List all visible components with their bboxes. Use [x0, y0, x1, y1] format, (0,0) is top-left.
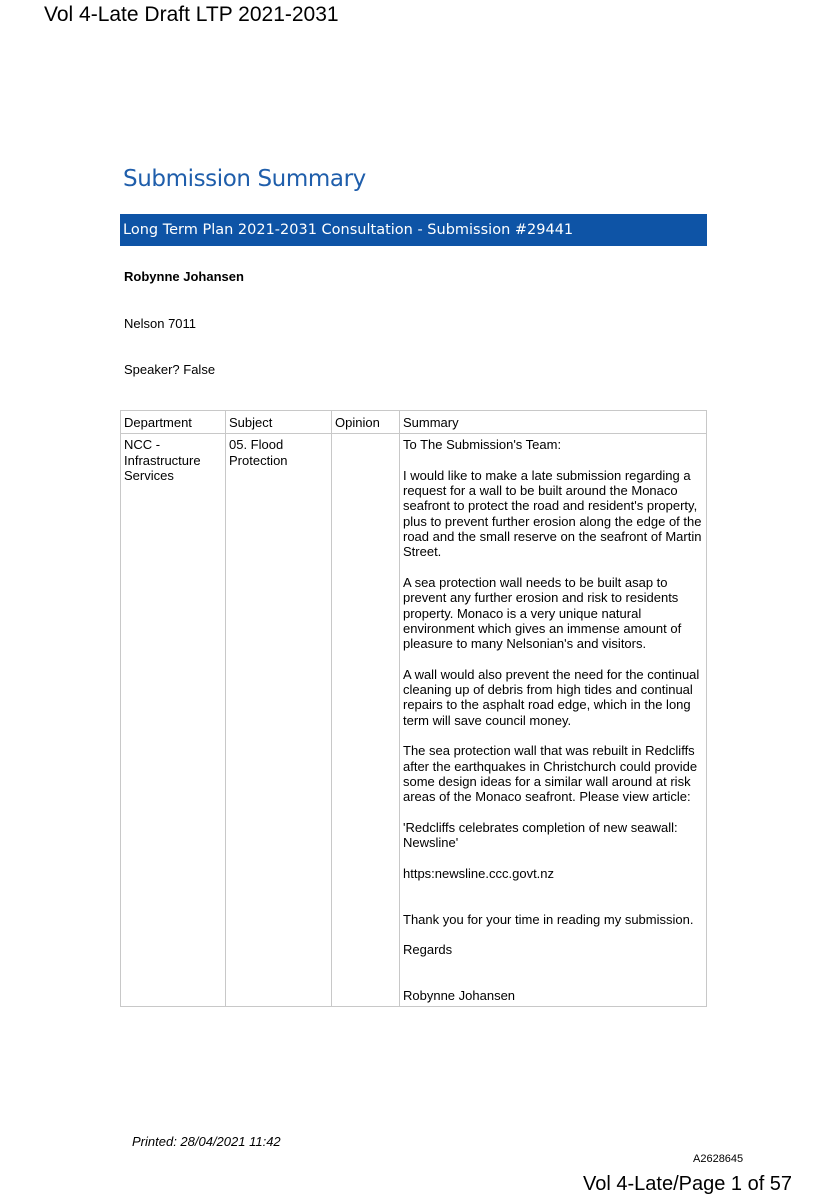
- summary-paragraph: A wall would also prevent the need for the continual cleaning up of debris from high tides and continual repairs to the asphalt road edge, which in the long term will save council money.: [403, 666, 700, 728]
- page-title: Submission Summary: [123, 166, 366, 192]
- summary-greeting: To The Submission's Team:: [403, 437, 562, 453]
- summary-paragraph: A sea protection wall needs to be built asap to prevent any further erosion and risk to residents property. Monaco is a very unique natural environment which gives an immense amount of pleasure to many Nelsonian's and visitors.: [403, 574, 682, 652]
- summary-thanks: Thank you for your time in reading my submission.: [403, 911, 694, 927]
- page-number: Vol 4-Late/Page 1 of 57: [583, 1173, 793, 1195]
- summary-regards: Regards: [403, 942, 453, 958]
- summary-paragraph: I would like to make a late submission regarding a request for a wall to be built around the Monaco seafront to protect the road and resident's property, plus to prevent further erosion along the edge of the road and the small reserve on the seafront of Martin Street.: [403, 467, 702, 560]
- table-header-row: [121, 411, 707, 434]
- table-row: [121, 434, 707, 1007]
- subject-cell: 05. Flood Protection: [226, 434, 332, 1007]
- department-cell: NCC - Infrastructure Services: [121, 434, 226, 1007]
- printed-timestamp: Printed: 28/04/2021 11:42: [132, 1134, 281, 1149]
- document-id: A2628645: [693, 1153, 744, 1165]
- submission-banner: Long Term Plan 2021-2031 Consultation - Submission #29441: [120, 214, 707, 246]
- column-header-subject: Subject: [226, 411, 332, 434]
- submitter-name: Robynne Johansen: [124, 269, 244, 284]
- summary-article-link: https:newsline.ccc.govt.nz: [403, 865, 555, 881]
- column-header-summary: Summary: [400, 411, 707, 434]
- speaker-status: Speaker? False: [124, 362, 216, 377]
- summary-paragraph: The sea protection wall that was rebuilt in Redcliffs after the earthquakes in Christchurch could provide some design ideas for a similar wall around at risk areas of the Monaco seafront. Please view article:: [403, 743, 698, 805]
- submission-table: [120, 410, 707, 1007]
- summary-signature: Robynne Johansen: [403, 987, 516, 1003]
- submitter-location: Nelson 7011: [124, 316, 197, 331]
- opinion-cell: [332, 434, 400, 1007]
- summary-cell: [400, 434, 707, 1007]
- summary-article-title: 'Redcliffs celebrates completion of new seawall: Newsline': [403, 819, 678, 851]
- column-header-opinion: Opinion: [332, 411, 400, 434]
- volume-header-title: Vol 4-Late Draft LTP 2021-2031: [44, 3, 339, 26]
- column-header-department: Department: [121, 411, 226, 434]
